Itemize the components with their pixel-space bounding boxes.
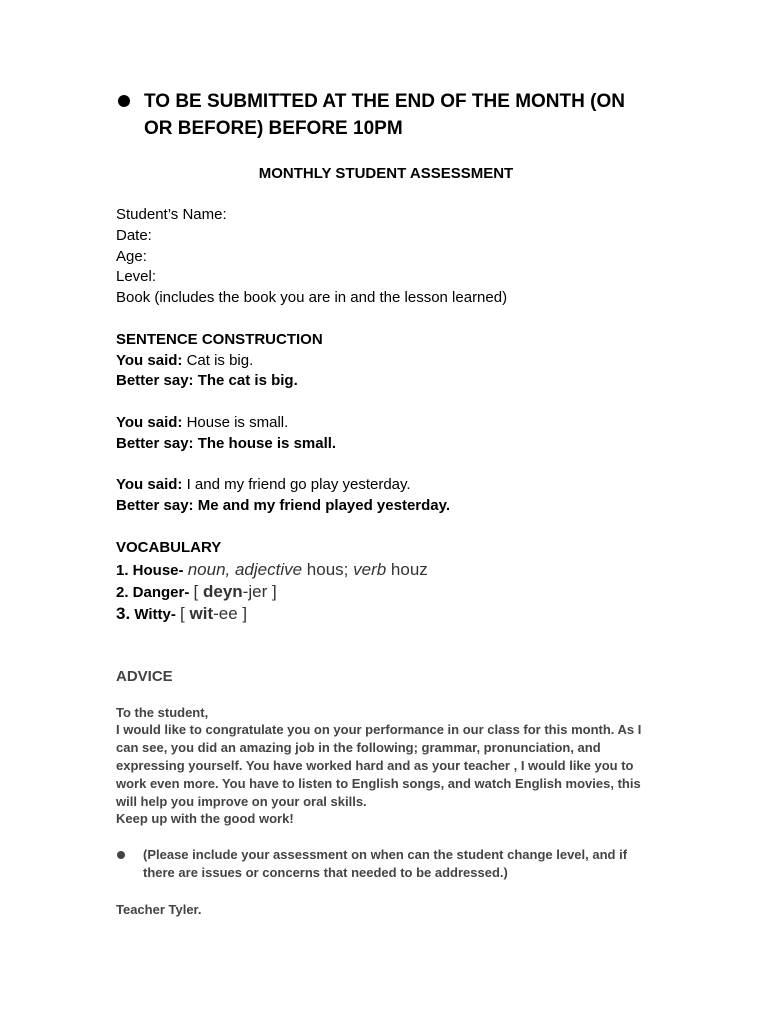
better-say-label: Better say: <box>116 372 194 390</box>
sentence-heading: SENTENCE CONSTRUCTION <box>116 330 323 348</box>
better-say-label: Better say: <box>116 434 194 452</box>
bullet-icon <box>117 851 125 859</box>
you-said-text: I and my friend go play yesterday. <box>182 476 411 494</box>
advice-letter <box>116 704 656 829</box>
student-name-field: Student’s Name: <box>116 206 227 223</box>
vocabulary-heading: VOCABULARY <box>116 538 222 556</box>
you-said-text: Cat is big. <box>182 351 254 369</box>
you-said-label: You said: <box>116 413 183 431</box>
book-field: Book (includes the book you are in and the lesson learned) <box>116 289 508 307</box>
you-said-line <box>116 351 656 372</box>
notice-text: TO BE SUBMITTED AT THE END OF THE MONTH (ON OR BEFORE) BEFORE 10PM <box>144 91 625 139</box>
better-say-line <box>116 496 656 517</box>
note-text: (Please include your assessment on when can the student change level, and if there are issues or concerns that needed to be addressed.) <box>143 847 628 880</box>
letter-greeting: To the student, <box>116 704 209 720</box>
vocab-pronunciation: noun, adjective hous; verb houz <box>187 559 428 579</box>
you-said-label: You said: <box>116 351 183 369</box>
teacher-signoff: Teacher Tyler. <box>116 901 202 917</box>
vocab-word: Danger- <box>128 583 194 601</box>
vocab-number: 1. <box>116 561 129 579</box>
vocab-number: 2. <box>116 583 129 601</box>
vocab-item-witty <box>116 603 656 625</box>
age-field: Age: <box>116 247 147 265</box>
page-title: MONTHLY STUDENT ASSESSMENT <box>258 165 514 182</box>
advice-heading: ADVICE <box>116 667 173 685</box>
vocab-item-danger <box>116 581 656 603</box>
level-field: Level: <box>116 268 157 286</box>
you-said-line <box>116 413 656 434</box>
letter-body: I would like to congratulate you on your performance in our class for this month. As I can see, you did an amazing job in the following; grammar, pronunciation, and expressing yourself. You have worked hard and as your teacher , I would like you to work even more. You have to listen to English songs, and watch English movies, this will help you improve on your oral skills. <box>116 722 642 809</box>
better-say-label: Better say: <box>116 497 194 515</box>
student-info <box>116 205 656 309</box>
you-said-label: You said: <box>116 476 183 494</box>
document-page <box>116 88 656 919</box>
vocab-pronunciation: [ wit-ee ] <box>180 603 248 623</box>
vocab-word: House- <box>128 561 188 579</box>
better-say-text: The house is small. <box>193 434 337 452</box>
assessment-note <box>116 846 656 882</box>
better-say-line <box>116 371 656 392</box>
bullet-icon <box>118 95 130 107</box>
date-field: Date: <box>116 226 152 244</box>
better-say-text: The cat is big. <box>193 372 298 390</box>
better-say-text: Me and my friend played yesterday. <box>193 497 451 515</box>
letter-closing: Keep up with the good work! <box>116 811 294 827</box>
better-say-line <box>116 434 656 455</box>
vocab-word: Witty- <box>130 605 181 623</box>
vocab-pronunciation: [ deyn-jer ] <box>193 581 277 601</box>
you-said-text: House is small. <box>182 413 289 431</box>
submission-notice <box>116 88 656 142</box>
vocab-item-house <box>116 559 656 581</box>
you-said-line <box>116 475 656 496</box>
vocab-number: 3. <box>116 603 131 623</box>
